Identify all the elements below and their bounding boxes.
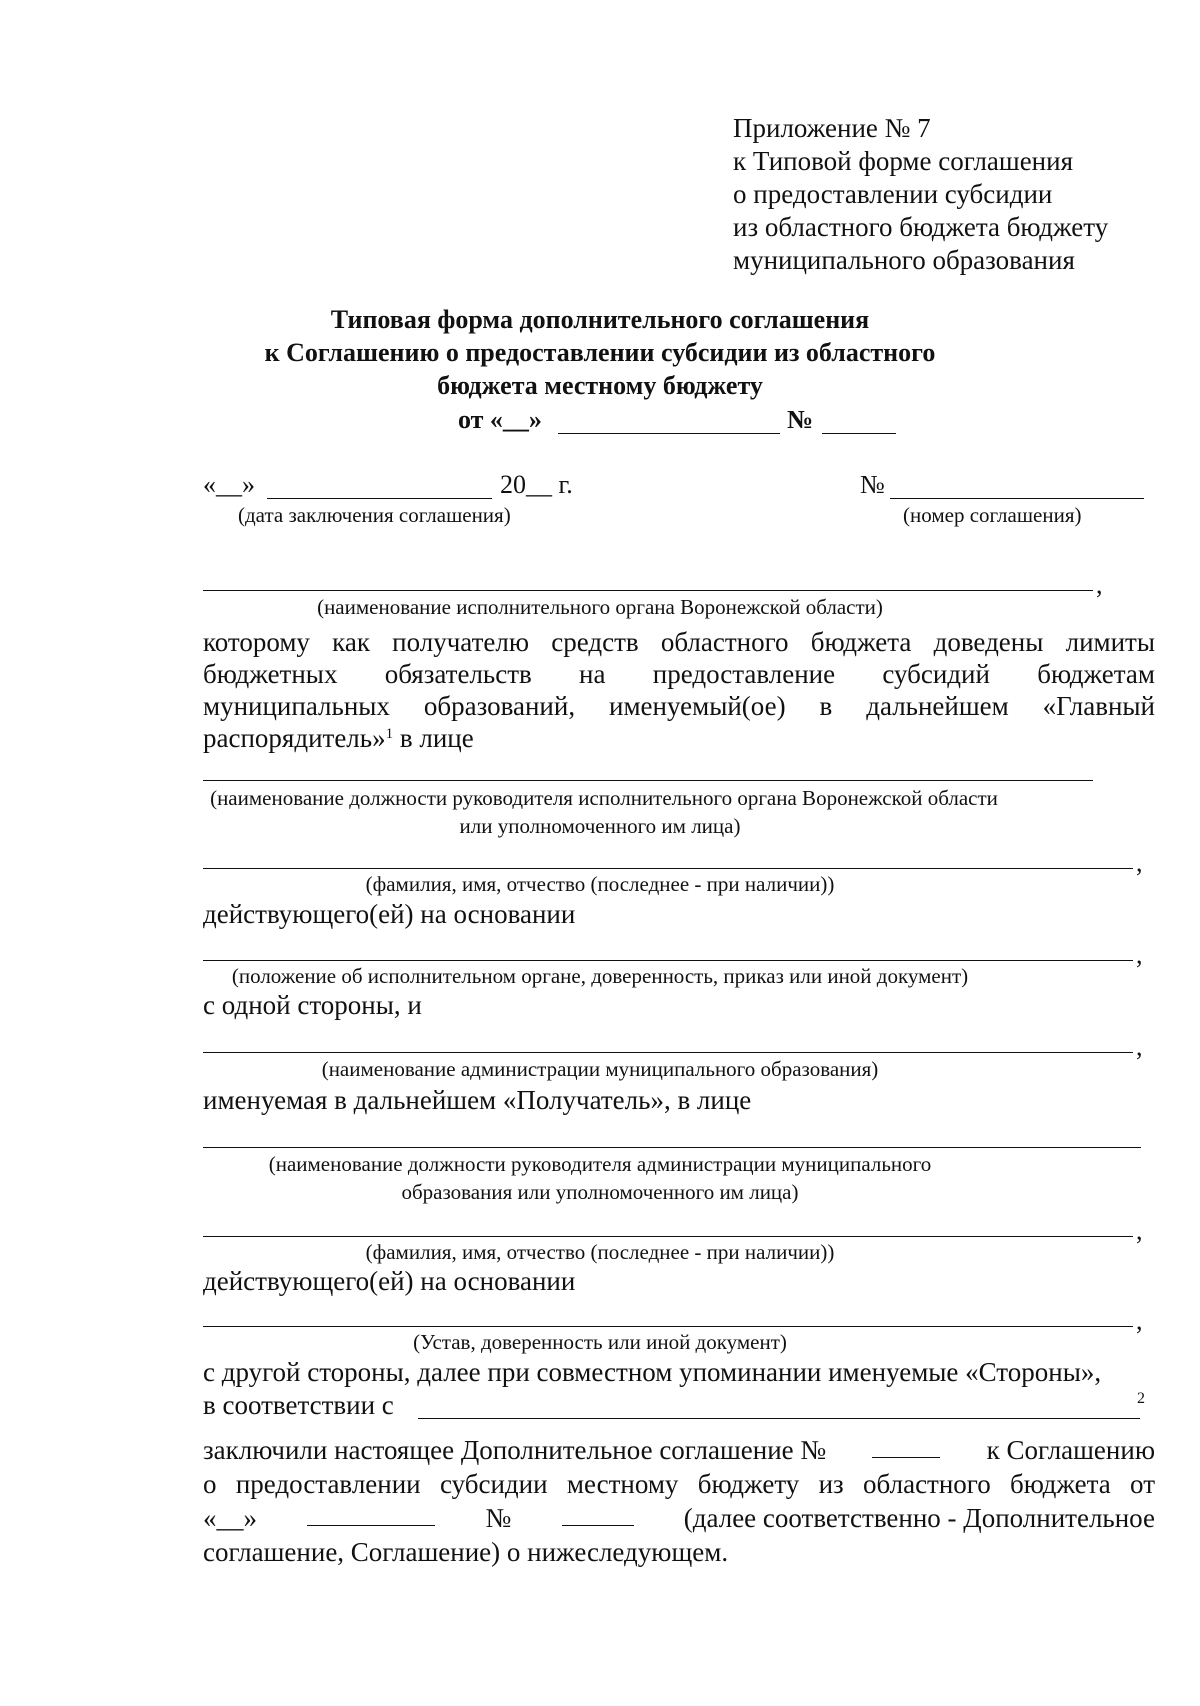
municipal-head-blank (203, 1147, 1141, 1148)
charter-blank (203, 1326, 1133, 1327)
fio-caption: (фамилия, имя, отчество (последнее - при наличии)) (365, 872, 835, 896)
municipal-head-caption: образования или уполномоченного им лица) (401, 1180, 799, 1204)
date-year: 20__ г. (500, 470, 573, 499)
head-position-caption: или уполномоченного им лица) (459, 814, 741, 838)
municipal-admin-caption: (наименование администрации муниципального образования) (321, 1057, 879, 1081)
comma: , (1136, 1032, 1143, 1061)
comma: , (1136, 1216, 1143, 1245)
head-position-blank (203, 780, 1093, 781)
fio-caption: (фамилия, имя, отчество (последнее - при наличии)) (365, 1240, 835, 1264)
date-quote: «__» (203, 470, 255, 499)
one-side-text: с одной стороны, и (203, 990, 422, 1020)
title-number-label: № (787, 405, 814, 434)
appendix-line: к Типовой форме соглашения (733, 146, 1073, 176)
agreement-number-caption: (номер соглашения) (903, 503, 1082, 527)
paragraph-line: которому как получателю средств областного бюджета доведены лимиты (203, 627, 1155, 657)
number-label: № (485, 1503, 512, 1533)
supplement-number-blank (872, 1433, 940, 1458)
fio-blank (203, 1236, 1133, 1237)
paragraph-recipient-limits (203, 626, 1155, 754)
comma: , (1096, 570, 1103, 599)
accordance-text: в соответствии с (203, 1390, 394, 1420)
title-number-blank (822, 433, 896, 434)
agreement-number-blank (562, 1501, 634, 1526)
paragraph-line: о предоставлении субсидии местному бюджету из областного бюджета от (203, 1469, 1155, 1499)
appendix-line: из областного бюджета бюджету (733, 212, 1109, 242)
head-position-caption: (наименование должности руководителя исполнительного органа Воронежской области (210, 786, 998, 810)
to-agreement-text: к Соглашению (986, 1435, 1155, 1465)
basis-document-blank (203, 960, 1133, 961)
distributor-text: распорядитель» (203, 723, 386, 753)
paragraph-conclusion (203, 1433, 1155, 1569)
comma: , (1136, 1306, 1143, 1335)
municipal-head-caption: (наименование должности руководителя администрации муниципального (268, 1152, 932, 1176)
comma: , (1136, 848, 1143, 877)
appendix-block (733, 112, 1108, 277)
acting-basis-text: действующего(ей) на основании (203, 899, 576, 929)
recipient-text: именуемая в дальнейшем «Получатель», в лице (203, 1085, 752, 1115)
document-title (0, 303, 1200, 402)
municipal-admin-blank (203, 1052, 1133, 1053)
comma: , (1136, 940, 1143, 969)
date-quote: «__» (203, 1503, 257, 1533)
accordance-blank (418, 1418, 1140, 1419)
paragraph-line (203, 1501, 1155, 1535)
title-line: к Соглашению о предоставлении субсидии из областного (264, 338, 936, 367)
title-from-label: от «__» (458, 405, 542, 434)
acting-basis-text: действующего(ей) на основании (203, 1266, 576, 1296)
title-date-blank (558, 433, 780, 434)
agreement-number-blank (890, 498, 1144, 499)
date-caption: (дата заключения соглашения) (238, 503, 511, 527)
basis-document-caption: (положение об исполнительном органе, доверенность, приказ или иной документ) (231, 964, 969, 988)
other-side-text: с другой стороны, далее при совместном упоминании именуемые «Стороны», (203, 1357, 1102, 1387)
in-person-text: в лице (393, 723, 474, 753)
agreement-date-blank (307, 1501, 435, 1526)
title-line: Типовая форма дополнительного соглашения (330, 305, 870, 334)
executive-body-caption: (наименование исполнительного органа Воронежской области) (317, 595, 883, 619)
title-line: бюджета местному бюджету (437, 371, 763, 400)
paragraph-line: соглашение, Соглашение) о нижеследующем. (203, 1537, 729, 1567)
paragraph-line (203, 722, 1155, 754)
date-blank (267, 498, 492, 499)
footnote-ref-2: 2 (1137, 1390, 1145, 1407)
appendix-line: Приложение № 7 (733, 113, 931, 143)
paragraph-line: бюджетных обязательств на предоставление субсидий бюджетам (203, 659, 1155, 689)
fio-blank (203, 868, 1133, 869)
executive-body-blank (203, 590, 1093, 591)
agreement-number-label: № (860, 470, 885, 499)
hereinafter-text: (далее соответственно - Дополнительное (683, 1503, 1155, 1533)
footnote-ref-1: 1 (385, 726, 394, 742)
paragraph-line (203, 1433, 1155, 1467)
appendix-line: муниципального образования (733, 245, 1075, 275)
charter-caption: (Устав, доверенность или иной документ) (413, 1330, 787, 1354)
concluded-text: заключили настоящее Дополнительное соглашение № (203, 1435, 827, 1465)
appendix-line: о предоставлении субсидии (733, 179, 1053, 209)
paragraph-line: муниципальных образований, именуемый(ое) в дальнейшем «Главный (203, 691, 1155, 721)
